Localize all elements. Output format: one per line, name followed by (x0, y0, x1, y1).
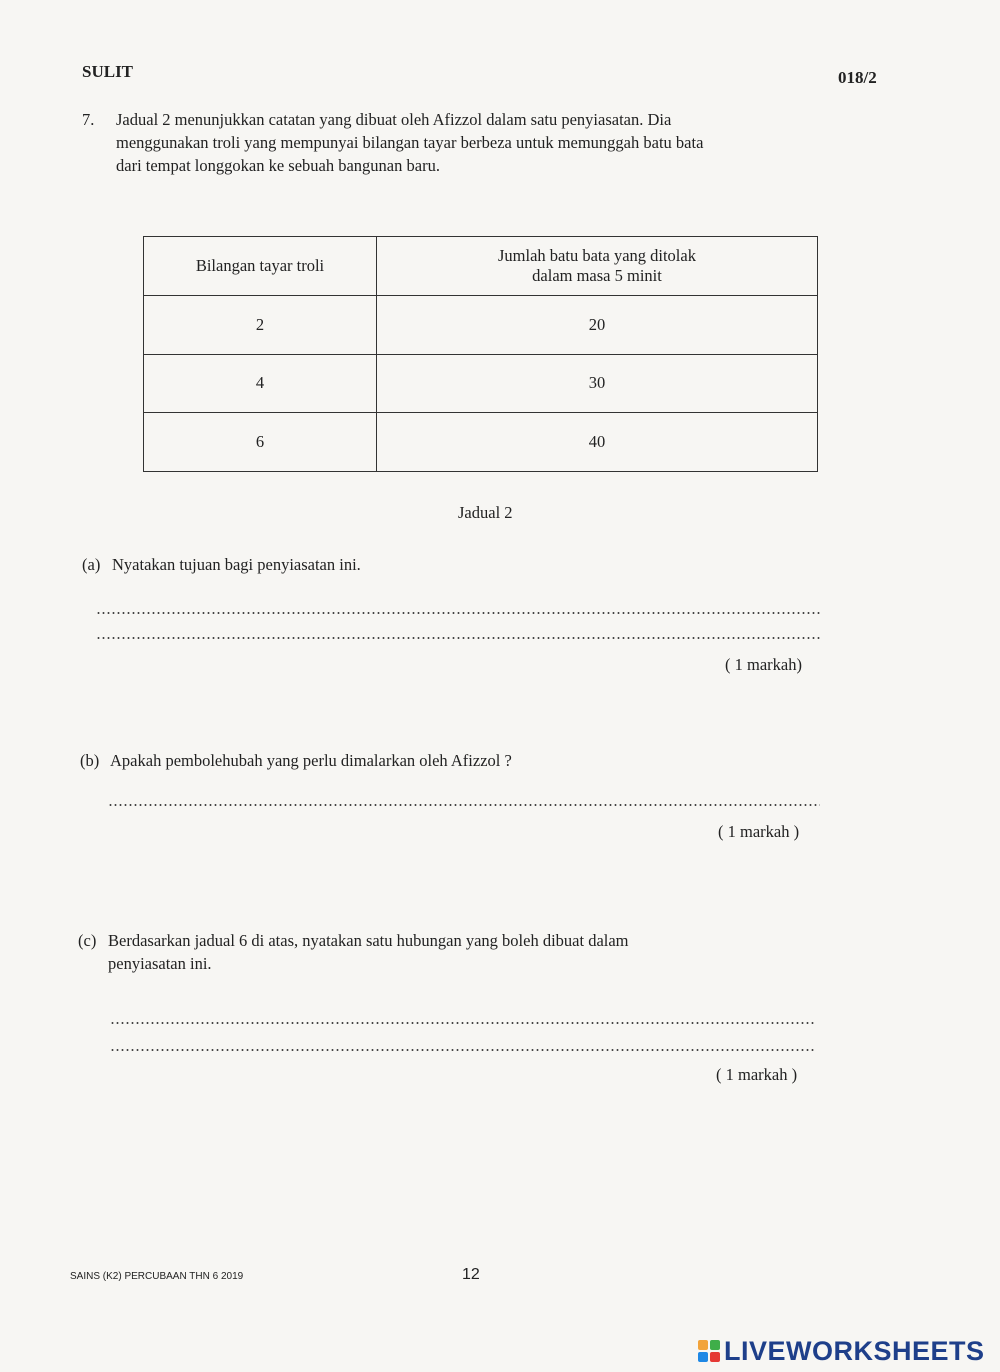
table-header-line-1: Jumlah batu bata yang ditolak (498, 245, 696, 265)
intro-line-1: Jadual 2 menunjukkan catatan yang dibuat oleh Afizzol dalam satu penyiasatan. Dia (116, 110, 672, 129)
part-a-answer-line-1[interactable] (96, 612, 820, 614)
liveworksheets-logo[interactable] (698, 1336, 985, 1366)
table-caption: Jadual 2 (458, 503, 513, 522)
table-cell-batu-bata: 40 (377, 413, 818, 472)
data-table (143, 236, 818, 472)
header-sulit: SULIT (82, 62, 134, 81)
table-cell-batu-bata: 30 (377, 354, 818, 413)
logo-square (710, 1352, 720, 1362)
logo-square (698, 1340, 708, 1350)
part-c-answer-line-2[interactable] (110, 1049, 816, 1051)
logo-square (710, 1340, 720, 1350)
part-c-line-1: Berdasarkan jadual 6 di atas, nyatakan satu hubungan yang boleh dibuat dalam (108, 931, 629, 950)
part-a-answer-line-2[interactable] (96, 637, 820, 639)
table-cell-tayar: 6 (144, 413, 377, 472)
part-c-line-2: penyiasatan ini. (108, 954, 212, 973)
logo-text: LIVEWORKSHEETS (724, 1335, 985, 1366)
part-c-text (108, 929, 808, 975)
table-row (144, 354, 818, 413)
table-cell-tayar: 4 (144, 354, 377, 413)
part-a-text: Nyatakan tujuan bagi penyiasatan ini. (112, 555, 361, 574)
page-number: 12 (462, 1266, 480, 1283)
table-row (144, 295, 818, 354)
part-a-label: (a) (82, 555, 101, 574)
table-row (144, 413, 818, 472)
table-header-line-2: dalam masa 5 minit (532, 265, 662, 285)
part-b-answer-line[interactable] (108, 804, 820, 806)
table-header-batu-bata (377, 237, 818, 296)
table-header-tayar: Bilangan tayar troli (144, 237, 377, 296)
part-b-text: Apakah pembolehubah yang perlu dimalarkan oleh Afizzol ? (110, 751, 512, 770)
part-b-marks: ( 1 markah ) (718, 822, 800, 841)
logo-square (698, 1352, 708, 1362)
table-header-row (144, 237, 818, 296)
table-cell-tayar: 2 (144, 295, 377, 354)
header-code: 018/2 (838, 68, 877, 87)
part-b-label: (b) (80, 751, 100, 770)
question-number: 7. (82, 110, 95, 129)
part-c-label: (c) (78, 931, 97, 950)
part-c-answer-line-1[interactable] (110, 1022, 816, 1024)
footer-exam-title: SAINS (K2) PERCUBAAN THN 6 2019 (70, 1271, 244, 1282)
question-intro (116, 108, 836, 177)
intro-line-3: dari tempat longgokan ke sebuah bangunan baru. (116, 156, 440, 175)
part-c-marks: ( 1 markah ) (716, 1065, 798, 1084)
intro-line-2: menggunakan troli yang mempunyai bilangan tayar berbeza untuk memunggah batu bata (116, 133, 704, 152)
table-cell-batu-bata: 20 (377, 295, 818, 354)
part-a-marks: ( 1 markah) (725, 655, 802, 674)
logo-squares-icon (698, 1340, 720, 1362)
